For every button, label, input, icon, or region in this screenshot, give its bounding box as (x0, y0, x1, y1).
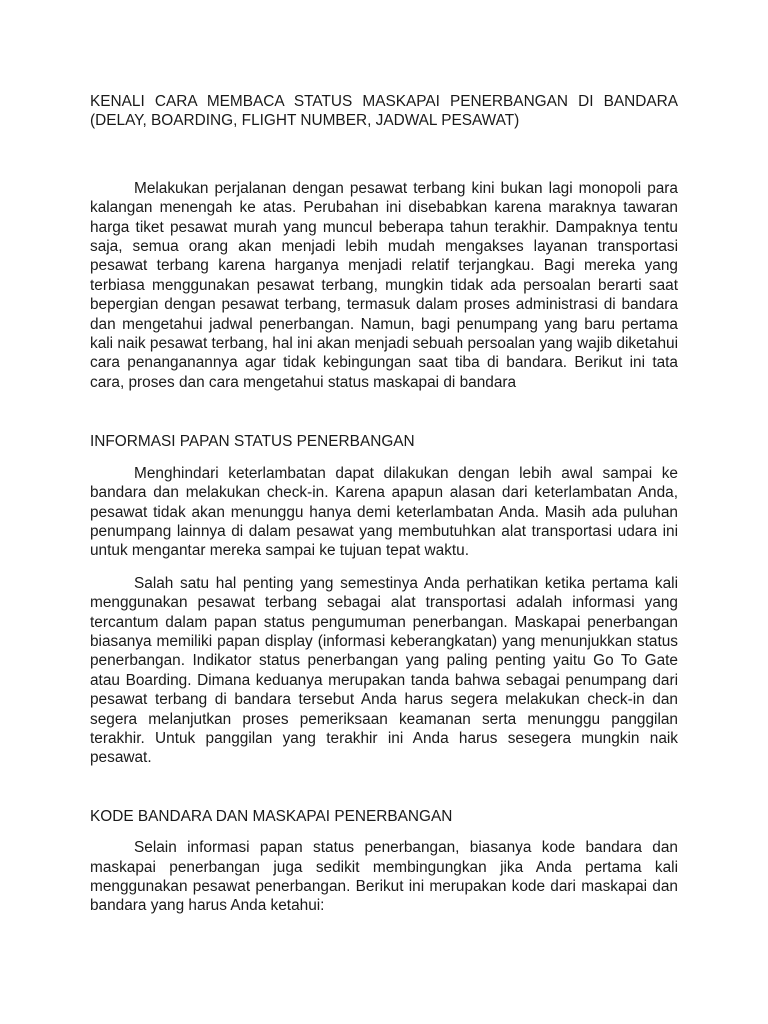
intro-paragraph: Melakukan perjalanan dengan pesawat terbang kini bukan lagi monopoli para kalangan menengah ke atas. Perubahan ini disebabkan karena maraknya tawaran harga tiket pesawat murah yang muncul beberapa tahun terakhir. Dampaknya tentu saja, semua orang akan menjadi lebih mudah mengakses layanan transportasi pesawat terbang karena harganya menjadi relatif terjangkau. Bagi mereka yang terbiasa menggunakan pesawat terbang, mungkin tidak ada persoalan berarti saat bepergian dengan pesawat terbang, termasuk dalam proses administrasi di bandara dan mengetahui jadwal penerbangan. Namun, bagi penumpang yang baru pertama kali naik pesawat terbang, hal ini akan menjadi sebuah persoalan yang wajib diketahui cara penanganannya agar tidak kebingungan saat tiba di bandara. Berikut ini tata cara, proses dan cara mengetahui status maskapai di bandara (90, 179, 678, 391)
section-2-paragraph-1: Selain informasi papan status penerbangan, biasanya kode bandara dan maskapai penerbangan juga sedikit membingungkan jika Anda pertama kali menggunakan pesawat penerbangan. Berikut ini merupakan kode dari maskapai dan bandara yang harus Anda ketahui: (90, 839, 678, 915)
section-heading-status-board: INFORMASI PAPAN STATUS PENERBANGAN (90, 433, 415, 451)
section-heading-airport-codes: KODE BANDARA DAN MASKAPAI PENERBANGAN (90, 807, 453, 825)
document-title (90, 92, 678, 131)
title-line-1: KENALI CARA MEMBACA STATUS MASKAPAI PENERBANGAN DI BANDARA (90, 93, 678, 110)
document-page (90, 92, 678, 916)
title-line-2: (DELAY, BOARDING, FLIGHT NUMBER, JADWAL PESAWAT) (90, 112, 520, 130)
section-1-paragraph-1: Menghindari keterlambatan dapat dilakukan dengan lebih awal sampai ke bandara dan melakukan check-in. Karena apapun alasan dari keterlambatan Anda, pesawat tidak akan menunggu hanya demi keterlambatan Anda. Masih ada puluhan penumpang lainnya di dalam pesawat yang membutuhkan alat transportasi udara ini untuk mengantar mereka sampai ke tujuan tepat waktu. (90, 464, 678, 560)
section-1-paragraph-2: Salah satu hal penting yang semestinya Anda perhatikan ketika pertama kali menggunakan pesawat terbang sebagai alat transportasi adalah informasi yang tercantum dalam papan status pengumuman penerbangan. Maskapai penerbangan biasanya memiliki papan display (informasi keberangkatan) yang menunjukkan status penerbangan. Indikator status penerbangan yang paling penting yaitu Go To Gate atau Boarding. Dimana keduanya merupakan tanda bahwa sebagai penumpang dari pesawat terbang di bandara tersebut Anda harus segera melakukan check-in dan segera melanjutkan proses pemeriksaan keamanan serta menunggu panggilan terakhir. Untuk panggilan yang terakhir ini Anda harus sesegera mungkin naik pesawat. (90, 574, 678, 767)
